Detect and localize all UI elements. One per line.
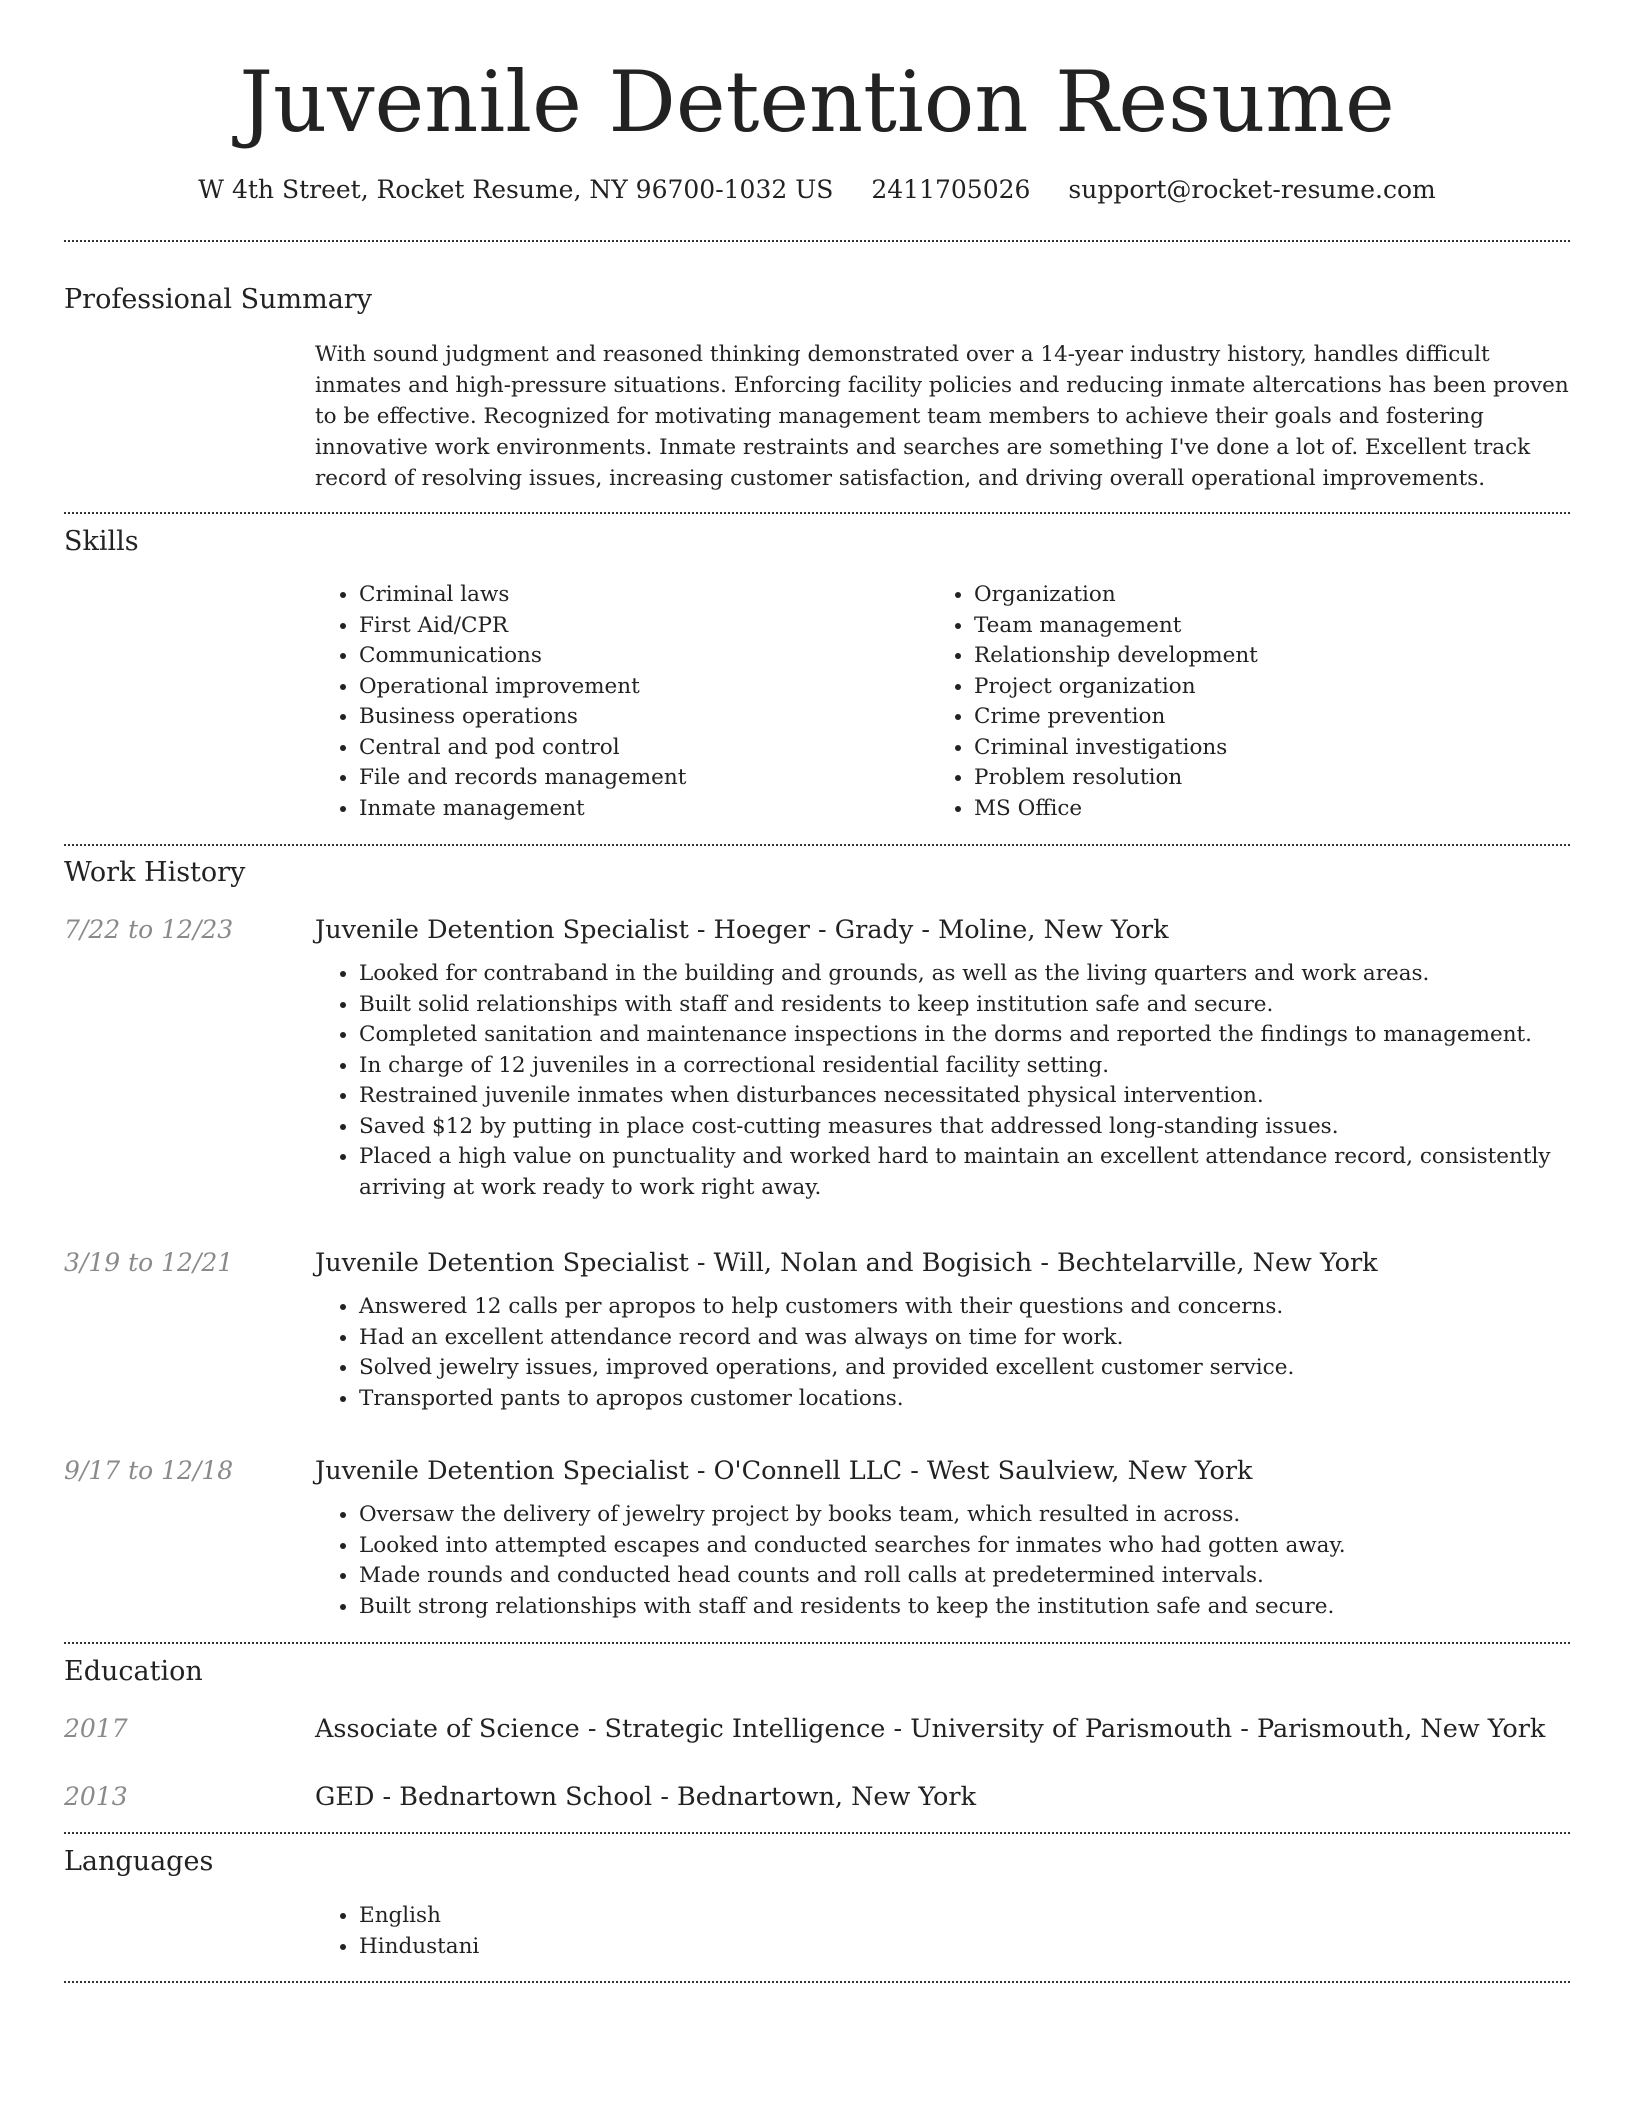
list-item: • Relationship development — [974, 641, 1530, 672]
languages-list — [315, 1901, 1570, 1962]
list-item: • Problem resolution — [974, 763, 1530, 794]
skills-right-list — [930, 580, 1530, 824]
list-item: • Oversaw the delivery of jewelry project by books team, which resulted in across. — [359, 1500, 1570, 1531]
list-item: • Communications — [359, 641, 915, 672]
list-item: • Had an excellent attendance record and was always on time for work. — [359, 1323, 1570, 1354]
languages-heading: Languages — [64, 1846, 214, 1877]
list-item: • Team management — [974, 611, 1530, 642]
education-entry — [315, 1779, 1570, 1815]
list-item: • MS Office — [974, 794, 1530, 825]
list-item: • Restrained juvenile inmates when disturbances necessitated physical intervention. — [359, 1081, 1570, 1112]
job-dates: 7/22 to 12/23 — [64, 915, 234, 944]
education-degree: GED - Bednartown School - Bednartown, New York — [315, 1782, 977, 1812]
work-heading: Work History — [64, 857, 246, 888]
list-item: • Criminal laws — [359, 580, 915, 611]
education-heading: Education — [64, 1656, 203, 1687]
education-year: 2013 — [64, 1782, 128, 1811]
education-entry — [315, 1711, 1570, 1747]
resume-title: Juvenile Detention Resume — [239, 53, 1395, 151]
list-item: • Placed a high value on punctuality and worked hard to maintain an excellent attendance record, consistently arriving at work ready to work right away. — [359, 1142, 1570, 1203]
education-year: 2017 — [64, 1714, 128, 1743]
job-entry — [315, 912, 1570, 1203]
job-dates: 9/17 to 12/18 — [64, 1456, 234, 1485]
divider — [64, 512, 1570, 514]
job-bullets — [315, 1292, 1570, 1414]
list-item: • Organization — [974, 580, 1530, 611]
list-item: • Made rounds and conducted head counts and roll calls at predetermined intervals. — [359, 1561, 1570, 1592]
job-title: Juvenile Detention Specialist - Hoeger - Grady - Moline, New York — [315, 915, 1169, 945]
contact-phone: 2411705026 — [871, 175, 1031, 204]
summary-heading: Professional Summary — [64, 284, 372, 315]
divider — [64, 1981, 1570, 1983]
list-item: • First Aid/CPR — [359, 611, 915, 642]
list-item: • Operational improvement — [359, 672, 915, 703]
job-dates: 3/19 to 12/21 — [64, 1248, 234, 1277]
list-item: • Project organization — [974, 672, 1530, 703]
list-item: • Answered 12 calls per apropos to help customers with their questions and concerns. — [359, 1292, 1570, 1323]
job-title: Juvenile Detention Specialist - Will, Nolan and Bogisich - Bechtelarville, New York — [315, 1248, 1378, 1278]
contact-line — [64, 170, 1570, 210]
list-item: • Central and pod control — [359, 733, 915, 764]
list-item: • In charge of 12 juveniles in a correctional residential facility setting. — [359, 1051, 1570, 1082]
list-item: • File and records management — [359, 763, 915, 794]
list-item: • Solved jewelry issues, improved operations, and provided excellent customer service. — [359, 1353, 1570, 1384]
list-item: • English — [359, 1901, 1570, 1932]
job-entry — [315, 1453, 1570, 1622]
divider — [64, 844, 1570, 846]
summary-text: With sound judgment and reasoned thinking demonstrated over a 14-year industry history, handles difficult inmates and high-pressure situations. Enforcing facility policies and reducing inmate altercations has been proven to be effective. Recognized for motivating management team members to achieve their goals and fostering innovative work environments. Inmate restraints and searches are something I've done a lot of. Excellent track record of resolving issues, increasing customer satisfaction, and driving overall operational improvements. — [315, 342, 1569, 491]
list-item: • Completed sanitation and maintenance inspections in the dorms and reported the findings to management. — [359, 1020, 1570, 1051]
education-degree: Associate of Science - Strategic Intelligence - University of Parismouth - Parismouth, New York — [315, 1714, 1546, 1744]
languages-body — [315, 1901, 1570, 1962]
job-entry — [315, 1245, 1570, 1414]
list-item: • Inmate management — [359, 794, 915, 825]
divider — [64, 240, 1570, 242]
job-title: Juvenile Detention Specialist - O'Connell LLC - West Saulview, New York — [315, 1456, 1253, 1486]
list-item: • Hindustani — [359, 1932, 1570, 1963]
list-item: • Built solid relationships with staff and residents to keep institution safe and secure. — [359, 990, 1570, 1021]
list-item: • Looked for contraband in the building and grounds, as well as the living quarters and work areas. — [359, 959, 1570, 990]
list-item: • Business operations — [359, 702, 915, 733]
skills-right-column — [930, 580, 1530, 824]
list-item: • Saved $12 by putting in place cost-cutting measures that addressed long-standing issues. — [359, 1112, 1570, 1143]
summary-body — [315, 339, 1570, 494]
list-item: • Transported pants to apropos customer locations. — [359, 1384, 1570, 1415]
skills-left-list — [315, 580, 915, 824]
list-item: • Built strong relationships with staff and residents to keep the institution safe and secure. — [359, 1592, 1570, 1623]
contact-email: support@rocket-resume.com — [1068, 175, 1436, 204]
skills-left-column — [315, 580, 915, 824]
job-bullets — [315, 1500, 1570, 1622]
divider — [64, 1642, 1570, 1644]
skills-heading: Skills — [64, 526, 139, 557]
list-item: • Crime prevention — [974, 702, 1530, 733]
list-item: • Criminal investigations — [974, 733, 1530, 764]
divider — [64, 1832, 1570, 1834]
contact-address: W 4th Street, Rocket Resume, NY 96700-1032 US — [198, 175, 834, 204]
job-bullets — [315, 959, 1570, 1203]
list-item: • Looked into attempted escapes and conducted searches for inmates who had gotten away. — [359, 1531, 1570, 1562]
